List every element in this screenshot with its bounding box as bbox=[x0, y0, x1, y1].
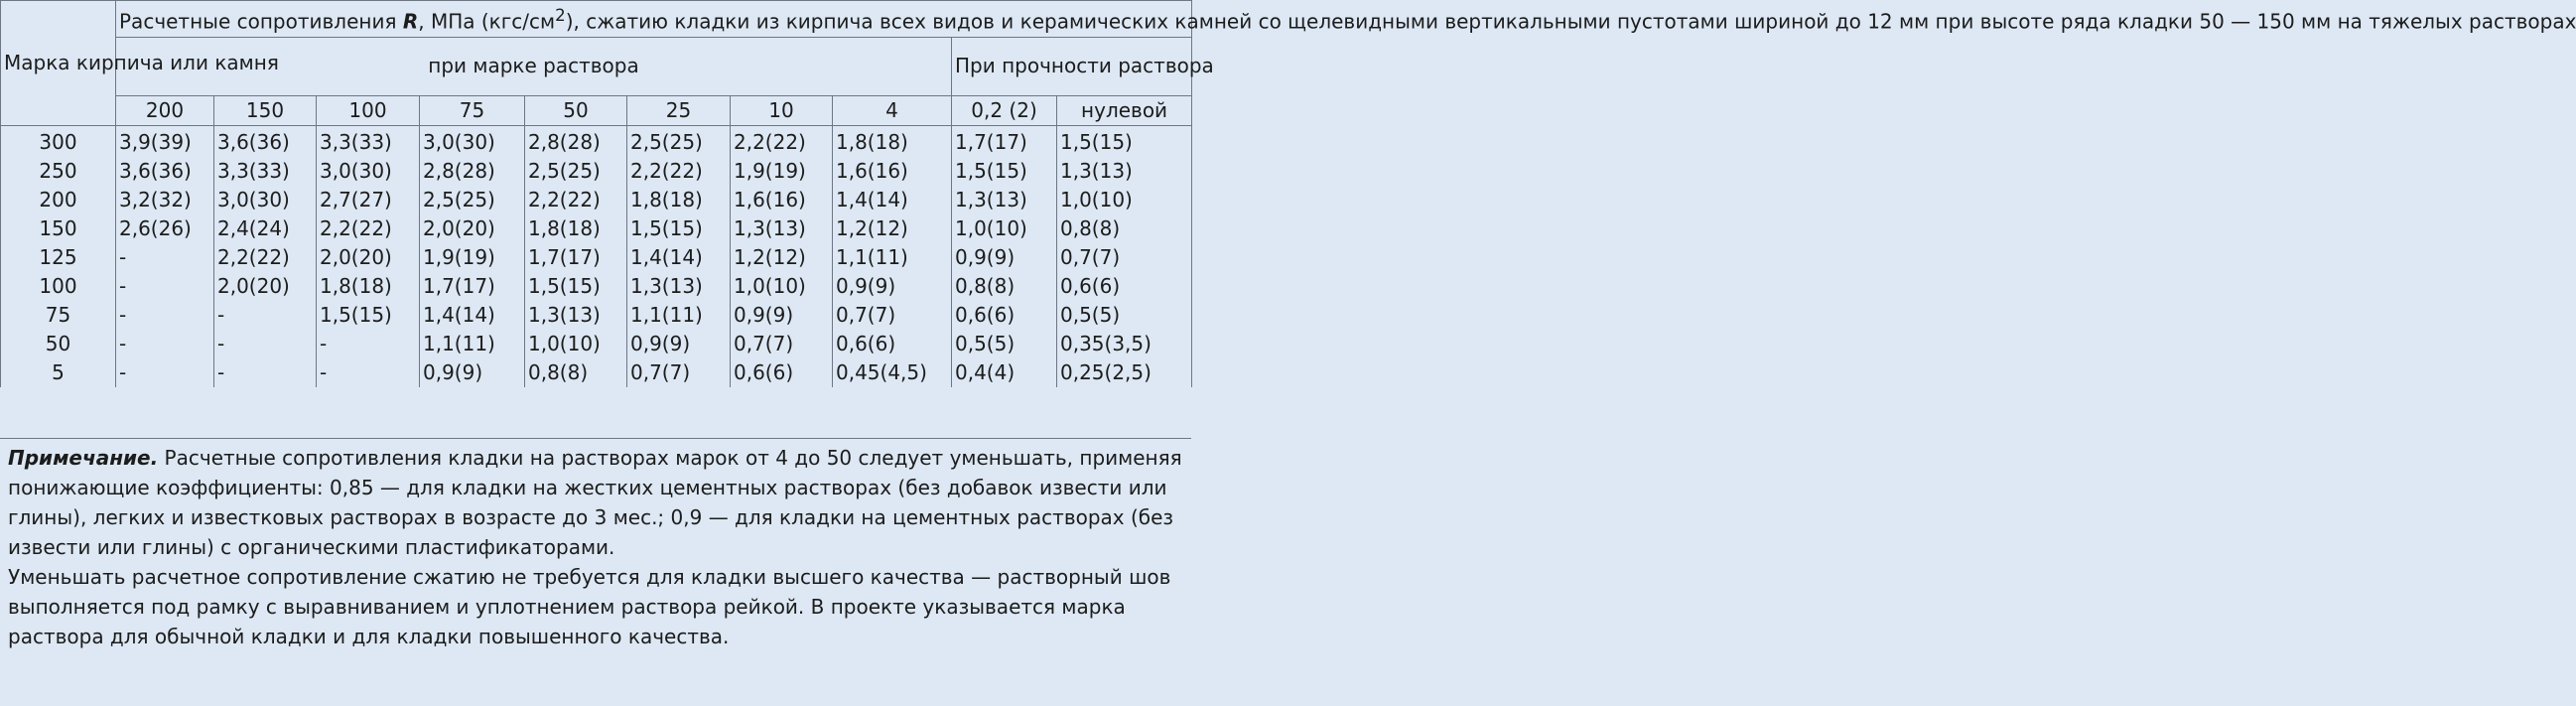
value-cell: 0,6(6) bbox=[952, 301, 1057, 330]
value-cell: - bbox=[214, 330, 317, 358]
value-cell: 1,7(17) bbox=[525, 243, 627, 272]
title-sup: 2 bbox=[555, 6, 566, 25]
value-cell: 0,5(5) bbox=[952, 330, 1057, 358]
value-cell: 2,2(22) bbox=[214, 243, 317, 272]
grade-header-cell: 0,2 (2) bbox=[952, 95, 1057, 125]
value-cell: 3,3(33) bbox=[214, 157, 317, 186]
value-cell: 2,5(25) bbox=[420, 186, 525, 214]
value-cell: 1,9(19) bbox=[731, 157, 833, 186]
value-cell: 0,6(6) bbox=[833, 330, 952, 358]
value-cell: - bbox=[116, 272, 214, 301]
value-cell: 2,0(20) bbox=[420, 214, 525, 243]
table-row bbox=[1, 330, 1192, 358]
mortar-strength-header: При прочности раствора bbox=[952, 37, 1192, 95]
value-cell: - bbox=[214, 358, 317, 387]
brick-grade-cell: 100 bbox=[1, 272, 116, 301]
value-cell: - bbox=[317, 358, 420, 387]
brick-grade-header: Марка кирпича или камня bbox=[1, 1, 116, 126]
value-cell: 2,7(27) bbox=[317, 186, 420, 214]
title-suffix: ), сжатию кладки из кирпича всех видов и керамических камней со щелевидными вертикальными пустотами шириной до 12 мм при высоте ряда кладки 50 — 150 мм на тяжелых растворах bbox=[565, 9, 2576, 34]
value-cell: 2,4(24) bbox=[214, 214, 317, 243]
value-cell: 1,3(13) bbox=[952, 186, 1057, 214]
table-row bbox=[1, 157, 1192, 186]
value-cell: 0,45(4,5) bbox=[833, 358, 952, 387]
value-cell: 1,5(15) bbox=[317, 301, 420, 330]
value-cell: 3,6(36) bbox=[214, 125, 317, 157]
value-cell: 1,0(10) bbox=[952, 214, 1057, 243]
note-paragraph-2: Уменьшать расчетное сопротивление сжатию не требуется для кладки высшего качества — растворный шов выполняется под рамку с выравниванием и уплотнением раствора рейкой. В проекте указывается марка раствора для обычной кладки и для кладки повышенного качества. bbox=[8, 565, 1171, 648]
note-paragraph-1 bbox=[8, 443, 1183, 562]
value-cell: 1,3(13) bbox=[731, 214, 833, 243]
value-cell: - bbox=[116, 358, 214, 387]
value-cell: 1,9(19) bbox=[420, 243, 525, 272]
grade-header-cell: нулевой bbox=[1057, 95, 1192, 125]
value-cell: 0,9(9) bbox=[833, 272, 952, 301]
value-cell: 3,2(32) bbox=[116, 186, 214, 214]
value-cell: 0,8(8) bbox=[952, 272, 1057, 301]
value-cell: 2,8(28) bbox=[420, 157, 525, 186]
value-cell: 1,4(14) bbox=[420, 301, 525, 330]
value-cell: 1,5(15) bbox=[952, 157, 1057, 186]
value-cell: 2,0(20) bbox=[317, 243, 420, 272]
grade-header-cell: 50 bbox=[525, 95, 627, 125]
value-cell: 0,6(6) bbox=[731, 358, 833, 387]
title-unit: , МПа (кгс/см bbox=[418, 9, 556, 34]
brick-grade-cell: 150 bbox=[1, 214, 116, 243]
value-cell: 1,0(10) bbox=[525, 330, 627, 358]
value-cell: 1,6(16) bbox=[833, 157, 952, 186]
value-cell: 1,1(11) bbox=[627, 301, 731, 330]
value-cell: 1,5(15) bbox=[525, 272, 627, 301]
table-note bbox=[0, 438, 1191, 706]
value-cell: 2,6(26) bbox=[116, 214, 214, 243]
brick-grade-cell: 5 bbox=[1, 358, 116, 387]
value-cell: 1,3(13) bbox=[525, 301, 627, 330]
value-cell: 0,25(2,5) bbox=[1057, 358, 1192, 387]
table-row bbox=[1, 301, 1192, 330]
value-cell: 1,7(17) bbox=[952, 125, 1057, 157]
grade-header-cell: 150 bbox=[214, 95, 317, 125]
mortar-grade-header: при марке раствора bbox=[116, 37, 952, 95]
value-cell: 0,7(7) bbox=[833, 301, 952, 330]
table-title bbox=[116, 1, 2576, 38]
value-cell: 1,3(13) bbox=[1057, 157, 1192, 186]
value-cell: 1,6(16) bbox=[731, 186, 833, 214]
brick-grade-cell: 200 bbox=[1, 186, 116, 214]
value-cell: 1,2(12) bbox=[731, 243, 833, 272]
value-cell: 3,6(36) bbox=[116, 157, 214, 186]
table-row bbox=[1, 243, 1192, 272]
value-cell: 1,4(14) bbox=[833, 186, 952, 214]
value-cell: 3,9(39) bbox=[116, 125, 214, 157]
value-cell: 1,3(13) bbox=[627, 272, 731, 301]
value-cell: 0,35(3,5) bbox=[1057, 330, 1192, 358]
value-cell: 0,8(8) bbox=[1057, 214, 1192, 243]
grade-header-cell: 25 bbox=[627, 95, 731, 125]
value-cell: 0,6(6) bbox=[1057, 272, 1192, 301]
value-cell: 2,8(28) bbox=[525, 125, 627, 157]
value-cell: 3,0(30) bbox=[317, 157, 420, 186]
value-cell: 0,9(9) bbox=[952, 243, 1057, 272]
header-title-row bbox=[1, 1, 1192, 38]
table-row bbox=[1, 214, 1192, 243]
title-symbol: R bbox=[402, 9, 419, 34]
value-cell: 1,1(11) bbox=[420, 330, 525, 358]
grade-header-cell: 200 bbox=[116, 95, 214, 125]
value-cell: 1,5(15) bbox=[1057, 125, 1192, 157]
value-cell: 0,5(5) bbox=[1057, 301, 1192, 330]
grade-header-cell: 4 bbox=[833, 95, 952, 125]
value-cell: 3,0(30) bbox=[214, 186, 317, 214]
value-cell: 1,7(17) bbox=[420, 272, 525, 301]
note-label: Примечание. bbox=[8, 446, 159, 470]
table-row bbox=[1, 125, 1192, 157]
value-cell: 2,2(22) bbox=[525, 186, 627, 214]
grade-header-row bbox=[1, 95, 1192, 125]
table-body bbox=[1, 125, 1192, 387]
brick-grade-cell: 50 bbox=[1, 330, 116, 358]
value-cell: 0,4(4) bbox=[952, 358, 1057, 387]
value-cell: 0,7(7) bbox=[627, 358, 731, 387]
value-cell: 2,2(22) bbox=[731, 125, 833, 157]
value-cell: 1,0(10) bbox=[731, 272, 833, 301]
value-cell: 2,5(25) bbox=[525, 157, 627, 186]
value-cell: 1,8(18) bbox=[525, 214, 627, 243]
grade-header-cell: 75 bbox=[420, 95, 525, 125]
value-cell: 2,2(22) bbox=[317, 214, 420, 243]
value-cell: 2,0(20) bbox=[214, 272, 317, 301]
value-cell: 0,9(9) bbox=[731, 301, 833, 330]
value-cell: 1,4(14) bbox=[627, 243, 731, 272]
brick-grade-cell: 300 bbox=[1, 125, 116, 157]
value-cell: 1,1(11) bbox=[833, 243, 952, 272]
value-cell: 1,8(18) bbox=[833, 125, 952, 157]
grade-header-cell: 100 bbox=[317, 95, 420, 125]
value-cell: 0,8(8) bbox=[525, 358, 627, 387]
brick-grade-cell: 125 bbox=[1, 243, 116, 272]
value-cell: 3,3(33) bbox=[317, 125, 420, 157]
value-cell: - bbox=[317, 330, 420, 358]
brick-grade-cell: 250 bbox=[1, 157, 116, 186]
value-cell: - bbox=[116, 301, 214, 330]
value-cell: 2,2(22) bbox=[627, 157, 731, 186]
value-cell: 1,8(18) bbox=[627, 186, 731, 214]
table-row bbox=[1, 272, 1192, 301]
value-cell: - bbox=[116, 330, 214, 358]
table-row bbox=[1, 186, 1192, 214]
value-cell: 1,2(12) bbox=[833, 214, 952, 243]
value-cell: - bbox=[116, 243, 214, 272]
value-cell: 0,9(9) bbox=[627, 330, 731, 358]
value-cell: 0,7(7) bbox=[731, 330, 833, 358]
brick-grade-cell: 75 bbox=[1, 301, 116, 330]
note-text-1: Расчетные сопротивления кладки на растворах марок от 4 до 50 следует уменьшать, применяя понижающие коэффициенты: 0,85 — для кладки на жестких цементных растворах (без добавок извести или глины), легких и известковых растворах в возрасте до 3 мес.; 0,9 — для кладки на цементных растворах (без извести или глины) с органическими пластификаторами. bbox=[8, 446, 1182, 559]
value-cell: - bbox=[214, 301, 317, 330]
value-cell: 3,0(30) bbox=[420, 125, 525, 157]
value-cell: 1,5(15) bbox=[627, 214, 731, 243]
table-row bbox=[1, 358, 1192, 387]
value-cell: 0,9(9) bbox=[420, 358, 525, 387]
value-cell: 1,8(18) bbox=[317, 272, 420, 301]
grade-header-cell: 10 bbox=[731, 95, 833, 125]
value-cell: 1,0(10) bbox=[1057, 186, 1192, 214]
value-cell: 2,5(25) bbox=[627, 125, 731, 157]
title-prefix: Расчетные сопротивления bbox=[119, 9, 403, 34]
value-cell: 0,7(7) bbox=[1057, 243, 1192, 272]
